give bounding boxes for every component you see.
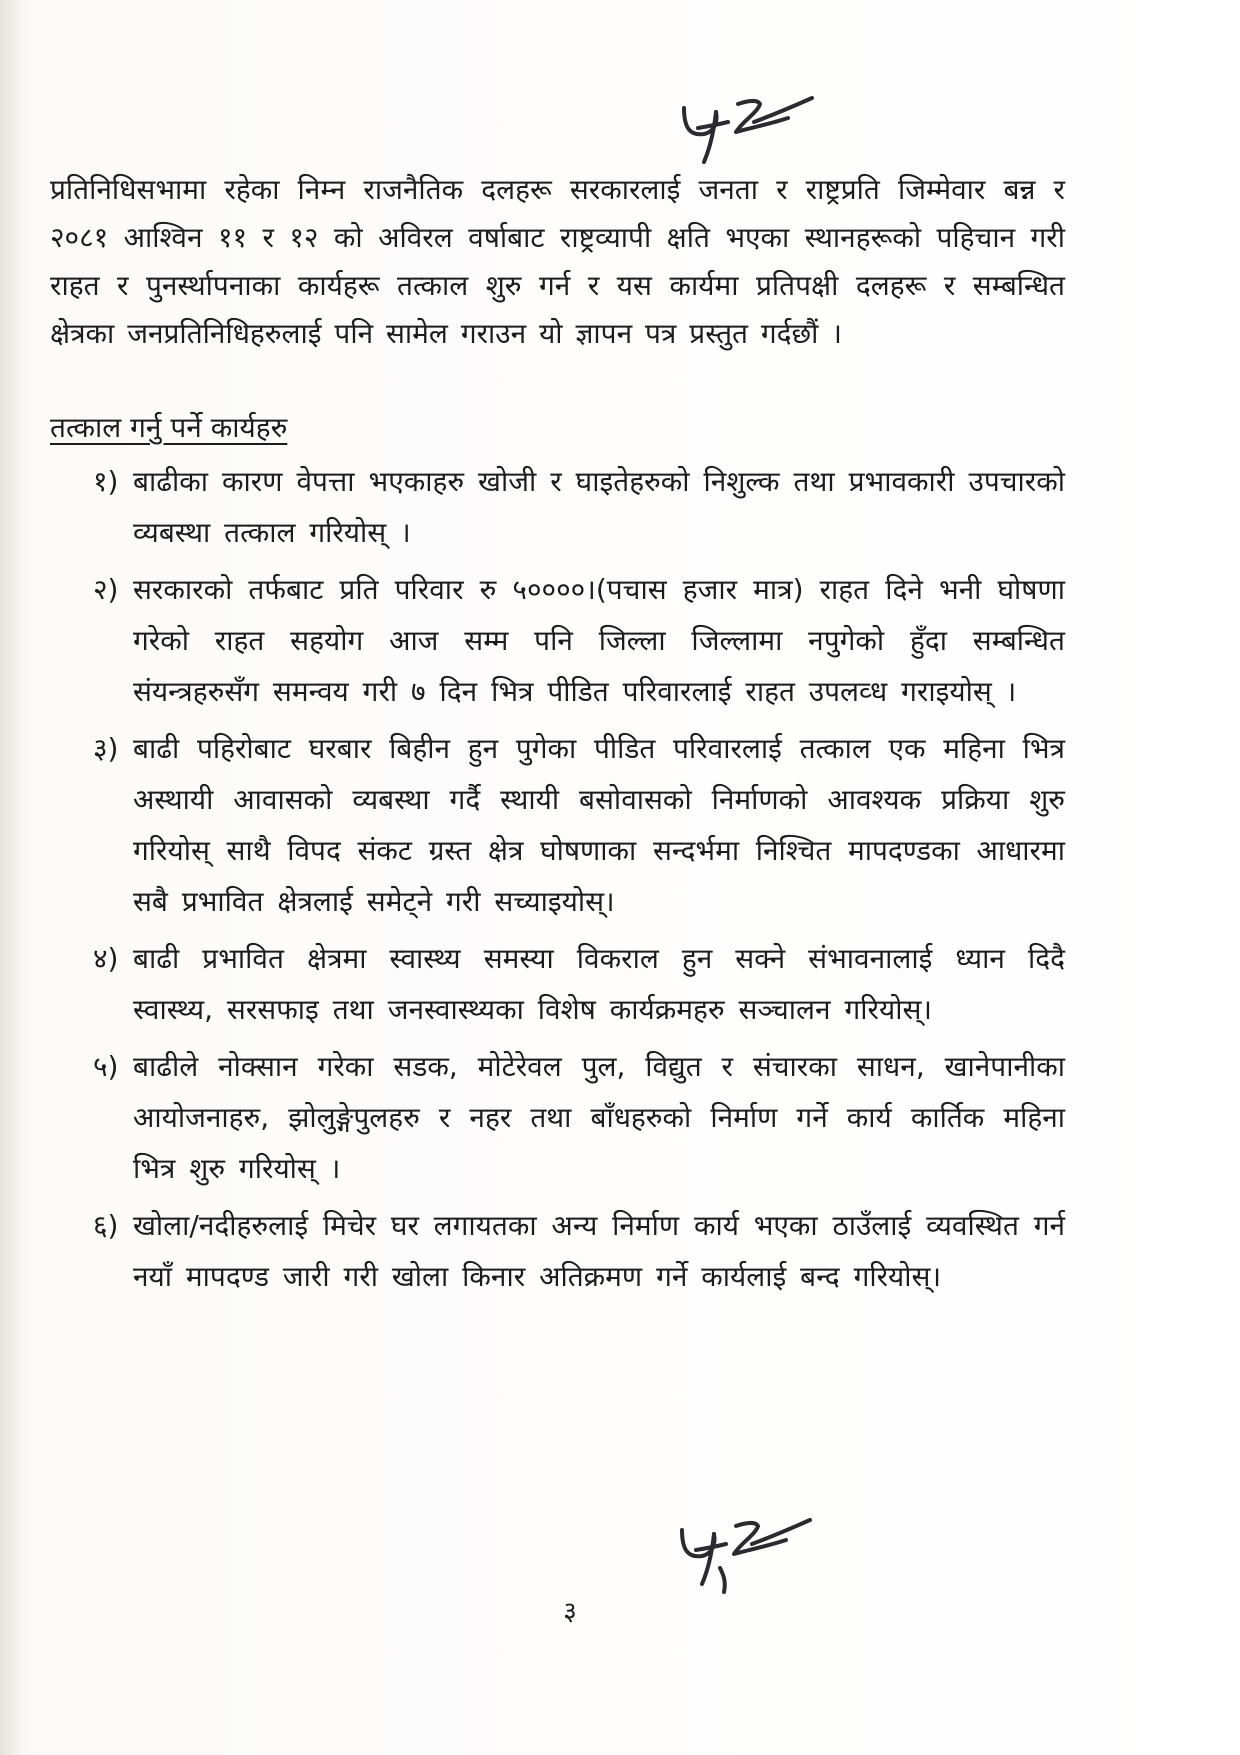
list-item-text: बाढी पहिरोबाट घरबार बिहीन हुन पुगेका पीडित परिवारलाई तत्काल एक महिना भित्र अस्थायी आवासको व्यबस्था गर्दै स्थायी बसोवासको निर्माणको आवश्यक प्रक्रिया शुरु गरियोस् साथै विपद संकट ग्रस्त क्षेत्र घोषणाका सन्दर्भमा निश्चित मापदण्डका आधारमा सबै प्रभावित क्षेत्रलाई समेट्ने गरी सच्याइयोस्। bbox=[133, 732, 1065, 918]
list-item-number: १) bbox=[93, 465, 119, 498]
list-item-number: २) bbox=[93, 573, 119, 606]
page-edge-shadow bbox=[0, 0, 22, 1755]
section-heading: तत्काल गर्नु पर्ने कार्यहरु bbox=[50, 411, 288, 444]
list-item-number: ३) bbox=[93, 732, 119, 765]
signature-bottom-icon bbox=[668, 1510, 818, 1600]
list-item bbox=[50, 723, 1065, 927]
document-body bbox=[50, 166, 1065, 1308]
list-item-text: बाढीका कारण वेपत्ता भएकाहरु खोजी र घाइतेहरुको निशुल्क तथा प्रभावकारी उपचारको व्यबस्था तत्काल गरियोस् । bbox=[133, 465, 1065, 549]
page-number: ३ bbox=[563, 1597, 577, 1627]
list-item-text: खोला/नदीहरुलाई मिचेर घर लगायतका अन्य निर्माण कार्य भएका ठाउँलाई व्यवस्थित गर्न नयाँ मापदण्ड जारी गरी खोला किनार अतिक्रमण गर्ने कार्यलाई बन्द गरियोस्। bbox=[133, 1209, 1065, 1293]
intro-paragraph: प्रतिनिधिसभामा रहेका निम्न राजनैतिक दलहरू सरकारलाई जनता र राष्ट्रप्रति जिम्मेवार बन्न र २०८१ आश्विन ११ र १२ को अविरल वर्षाबाट राष्ट्रव्यापी क्षति भएका स्थानहरूको पहिचान गरी राहत र पुनर्स्थापनाका कार्यहरू तत्काल शुरु गर्न र यस कार्यमा प्रतिपक्षी दलहरू र सम्बन्धित क्षेत्रका जनप्रतिनिधिहरुलाई पनि सामेल गराउन यो ज्ञापन पत्र प्रस्तुत गर्दछौं । bbox=[50, 173, 1065, 350]
action-list bbox=[50, 456, 1065, 1302]
list-item bbox=[50, 564, 1065, 717]
list-item-text: बाढी प्रभावित क्षेत्रमा स्वास्थ्य समस्या विकराल हुन सक्ने संभावनालाई ध्यान दिदै स्वास्थ्य, सरसफाइ तथा जनस्वास्थ्यका विशेष कार्यक्रमहरु सञ्चालन गरियोस्। bbox=[133, 942, 1065, 1026]
list-item-number: ४) bbox=[93, 942, 119, 975]
list-item-number: ६) bbox=[93, 1209, 119, 1242]
list-item bbox=[50, 1200, 1065, 1302]
list-item bbox=[50, 1041, 1065, 1194]
list-item-text: बाढीले नोक्सान गरेका सडक, मोटेरेवल पुल, विद्युत र संचारका साधन, खानेपानीका आयोजनाहरु, झोलुङ्गेपुलहरु र नहर तथा बाँधहरुको निर्माण गर्ने कार्य कार्तिक महिना भित्र शुरु गरियोस् । bbox=[133, 1050, 1065, 1185]
list-item-text: सरकारको तर्फबाट प्रति परिवार रु ५००००।(पचास हजार मात्र) राहत दिने भनी घोषणा गरेको राहत सहयोग आज सम्म पनि जिल्ला जिल्लामा नपुगेको हुँदा सम्बन्धित संयन्त्रहरुसँग समन्वय गरी ७ दिन भित्र पीडित परिवारलाई राहत उपलव्ध गराइयोस् । bbox=[133, 573, 1065, 708]
list-item bbox=[50, 933, 1065, 1035]
list-item-number: ५) bbox=[93, 1050, 119, 1083]
list-item bbox=[50, 456, 1065, 558]
signature-top-icon bbox=[670, 88, 820, 178]
